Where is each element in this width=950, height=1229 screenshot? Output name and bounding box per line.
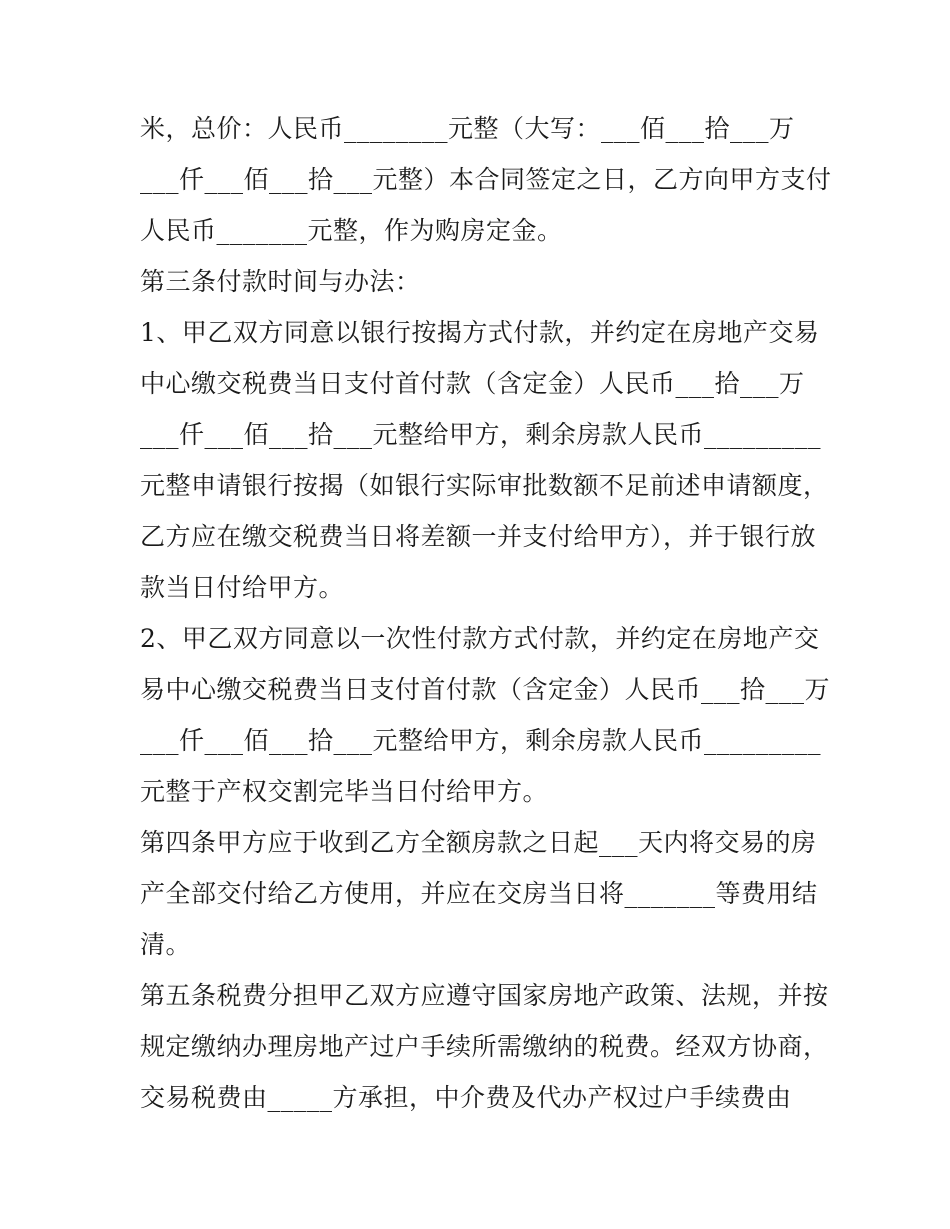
text-line: 产全部交付给乙方使用，并应在交房当日将_______等费用结 (140, 879, 818, 908)
text-line: ___仟___佰___拾___元整给甲方，剩余房款人民币_________ (140, 726, 822, 755)
section-heading-article-3: 第三条付款时间与办法： (140, 267, 421, 296)
section-article-5: 第五条税费分担甲乙双方应遵守国家房地产政策、法规，并按 (140, 981, 829, 1010)
text-line: 乙方应在缴交税费当日将差额一并支付给甲方），并于银行放 (140, 522, 817, 551)
text-line: 清。 (140, 930, 192, 959)
text-line: 易中心缴交税费当日支付首付款（含定金）人民币___拾___万 (140, 675, 831, 704)
text-line: 元整申请银行按揭（如银行实际审批数额不足前述申请额度， (140, 471, 829, 500)
text-line: ___仟___佰___拾___元整）本合同签定之日，乙方向甲方支付 (140, 165, 832, 194)
text-line: 人民币_______元整，作为购房定金。 (140, 216, 563, 245)
text-line: 2、甲乙双方同意以一次性付款方式付款，并约定在房地产交 (140, 624, 820, 653)
text-line: 交易税费由_____方承担，中介费及代办产权过户手续费由 (140, 1083, 792, 1112)
section-article-4: 第四条甲方应于收到乙方全额房款之日起___天内将交易的房 (140, 828, 817, 857)
text-line: 米，总价：人民币________元整（大写：___佰___拾___万 (140, 114, 795, 143)
text-line: 1、甲乙双方同意以银行按揭方式付款，并约定在房地产交易 (140, 318, 820, 347)
text-line: ___仟___佰___拾___元整给甲方，剩余房款人民币_________ (140, 420, 822, 449)
text-line: 中心缴交税费当日支付首付款（含定金）人民币___拾___万 (140, 369, 805, 398)
text-line: 元整于产权交割完毕当日付给甲方。 (140, 777, 549, 806)
text-line: 规定缴纳办理房地产过户手续所需缴纳的税费。经双方协商， (140, 1032, 829, 1061)
text-line: 款当日付给甲方。 (140, 573, 345, 602)
